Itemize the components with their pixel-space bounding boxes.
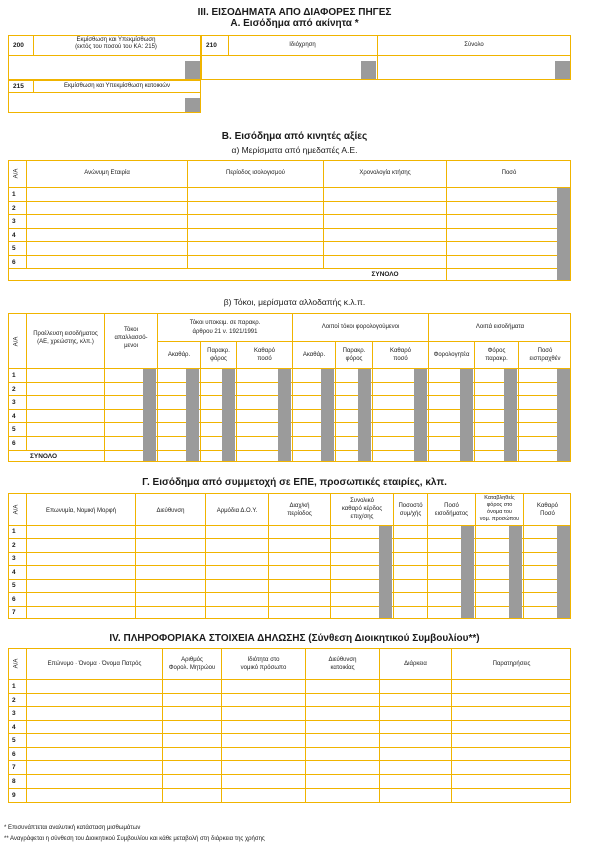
column-shade [557,526,570,618]
row-number: 2 [12,697,16,704]
row-number: 3 [12,399,16,406]
col-tax-withheld-1: Φόρος [487,348,506,354]
row-number: 5 [12,245,16,252]
code-210: 210 [206,42,217,49]
amount-shade [557,188,570,280]
col-afm-1: Αριθμός [181,657,203,663]
code-200: 200 [13,42,24,49]
col-company: Ανώνυμη Εταιρία [84,170,130,176]
col-tax-2: φόρος [210,356,227,362]
total-input[interactable] [378,56,554,79]
row-number: 8 [12,778,16,785]
col-acquisition-year: Χρονολογία κτήσης [359,170,411,176]
col-aa: Α/Α [13,168,20,179]
footnote-1: * Επισυνάπτεται αναλυτική κατάσταση μισθωμάτων [4,825,141,831]
row-number: 3 [12,710,16,717]
amount-215-input[interactable] [9,93,184,112]
col-exempt-3: μενοι [124,343,138,349]
col-notes: Παρατηρήσεις [492,661,531,667]
row-number: 9 [12,792,16,799]
row-number: 2 [12,205,16,212]
col-profit-1: Συνολικό [350,498,374,504]
col-exempt-2: απαλλασσό- [114,335,148,341]
col-aa: Α/Α [13,658,20,669]
code-200-label: Εκμίσθωση και Υπεκμίσθωση [76,37,156,43]
col-address-2: κατοικίας [330,665,355,671]
section-3-title: III. ΕΙΣΟΔΗΜΑΤΑ ΑΠΟ ΔΙΑΦΟΡΕΣ ΠΗΓΕΣ [197,7,392,18]
amount-215-shade [185,98,200,112]
column-shade [557,369,570,461]
col-income-1: Ποσό [444,503,459,509]
col-tax-paid-3: όνομα του [487,509,512,515]
row-number: 6 [12,751,16,758]
col-gross: Ακαθάρ. [167,352,191,358]
column-shade [379,526,392,618]
row-number: 1 [12,372,16,379]
group-other-income: Λοιπά εισοδήματα [475,324,525,330]
col-aa: Α/Α [13,504,20,515]
section-g-title: Γ. Εισόδημα από συμμετοχή σε ΕΠΕ, προσωπικές εταιρίες, κλπ. [142,477,447,488]
column-shade [504,369,517,461]
col-tax-withheld-2: παρακρ. [485,356,508,362]
col-net-1: Καθαρό [537,503,558,509]
amount-200-input[interactable] [9,56,184,79]
code-215-label: Εκμίσθωση και Υπεκμίσθωση κατοικιών [64,83,170,89]
row-number: 2 [12,542,16,549]
col-net-2: ποσό [393,356,408,362]
section-a-subtitle: Α. Εισόδημα από ακίνητα * [230,18,359,29]
col-profit-3: επιχ/σης [350,514,374,520]
section-4-title: IV. ΠΛΗΡΟΦΟΡΙΑΚΑ ΣΤΟΙΧΕΙΑ ΔΗΛΩΣΗΣ (Σύνθεση Διοικητικού Συμβουλίου**) [109,633,480,644]
row-number: 1 [12,683,16,690]
column-shade [222,369,235,461]
code-200-sublabel: (εκτός του ποσού του ΚΑ: 215) [75,44,157,50]
column-shade [143,369,156,461]
col-fullname: Επώνυμο · Όνομα · Όνομα Πατρός [47,661,142,667]
col-role-1: Ιδιότητα στο [247,657,280,663]
column-shade [414,369,427,461]
row-number: 1 [12,528,16,535]
row-number: 4 [12,232,16,239]
foreign-total-label: ΣΥΝΟΛΟ [30,453,58,460]
row-number: 6 [12,440,16,447]
col-tax-paid-4: νομ. προσώπου [479,516,520,522]
col-gross: Ακαθάρ. [302,352,326,358]
col-aa: Α/Α [13,336,20,347]
column-shade [461,526,474,618]
col-tax-paid-1: Καταβληθείς [484,495,515,501]
amount-210-shade [361,61,376,79]
section-b-a-subtitle: α) Μερίσματα από ημεδαπές Α.Ε. [231,145,358,155]
col-profit-2: καθαρό κέρδος [341,506,383,512]
col-duration: Διάρκεια [404,661,427,667]
col-exempt-1: Τόκοι [124,327,138,333]
col-net-1: Καθαρό [254,348,275,354]
col-tax-paid-2: φόρος στο [486,502,513,508]
row-number: 3 [12,555,16,562]
col-taxable: Φορολογητέα [433,352,470,358]
total-shade [555,61,570,79]
col-period-1: Διαχ/κή [289,503,310,509]
col-address: Διεύθυνση [156,508,185,514]
col-tax-2: φόρος [345,356,363,362]
dividends-total-label: ΣΥΝΟΛΟ [371,271,399,278]
group-withheld-2: άρθρου 21 ν. 1921/1991 [192,329,258,335]
col-income-2: εισοδήματος [434,511,469,517]
amount-200-shade [185,61,200,79]
col-collected-1: Ποσό [537,348,553,354]
col-percent-2: συμ/χής [399,511,422,517]
col-amount: Ποσό [501,170,517,176]
column-shade [186,369,199,461]
code-215: 215 [13,83,24,90]
col-source-1: Προέλευση εισοδήματος [33,331,98,337]
column-shade [321,369,334,461]
amount-210-input[interactable] [202,56,360,79]
code-210-label: Ιδιόχρηση [289,42,316,48]
col-period: Περίοδος ισολογισμού [226,170,285,176]
col-collected-2: εισπραχθέν [529,356,561,362]
row-number: 6 [12,259,16,266]
row-number: 4 [12,724,16,731]
col-tax-1: Παρακρ. [207,348,230,354]
col-percent-1: Ποσοστό [398,503,423,509]
group-other-interest: Λοιποί τόκοι φορολογούμενοι [321,324,400,330]
group-withheld-1: Τόκοι υποκειμ. σε παρακρ. [189,320,261,326]
row-number: 1 [12,191,16,198]
col-net-2: Ποσό [540,511,555,517]
row-number: 6 [12,596,16,603]
row-number: 5 [12,426,16,433]
row-number: 2 [12,386,16,393]
row-number: 4 [12,413,16,420]
col-net-2: ποσό [257,356,272,362]
dividends-table [8,160,571,281]
row-number: 5 [12,582,16,589]
col-afm-2: Φορολ. Μητρώου [168,665,216,671]
col-source-2: (ΑΕ, χρεώστης, κλπ.) [37,339,94,345]
row-number: 5 [12,737,16,744]
row-number: 3 [12,218,16,225]
col-net-1: Καθαρό [390,348,411,354]
col-tax-1: Παρακρ. [342,348,366,354]
section-b-b-subtitle: β) Τόκοι, μερίσματα αλλοδαπής κ.λ.π. [223,297,366,307]
row-number: 7 [12,764,16,771]
row-number: 7 [12,609,16,616]
column-shade [509,526,522,618]
col-address-1: Διεύθυνση [328,657,357,663]
column-shade [460,369,473,461]
footnote-2: ** Αναγράφεται η σύνθεση του Διοικητικού Συμβουλίου και κάθε μεταβολή στη διάρκεια της χρήσης [4,836,265,842]
col-period-2: περίοδος [287,511,312,517]
row-number: 4 [12,569,16,576]
col-doy: Αρμόδια Δ.Ο.Υ. [216,508,258,514]
column-shade [278,369,291,461]
total-label: Σύνολο [464,42,484,48]
col-role-2: νομικό πρόσωπο [240,665,287,671]
col-name: Επωνυμία, Νομική Μορφή [45,508,117,514]
section-b-title: Β. Εισόδημα από κινητές αξίες [221,131,368,142]
column-shade [358,369,371,461]
